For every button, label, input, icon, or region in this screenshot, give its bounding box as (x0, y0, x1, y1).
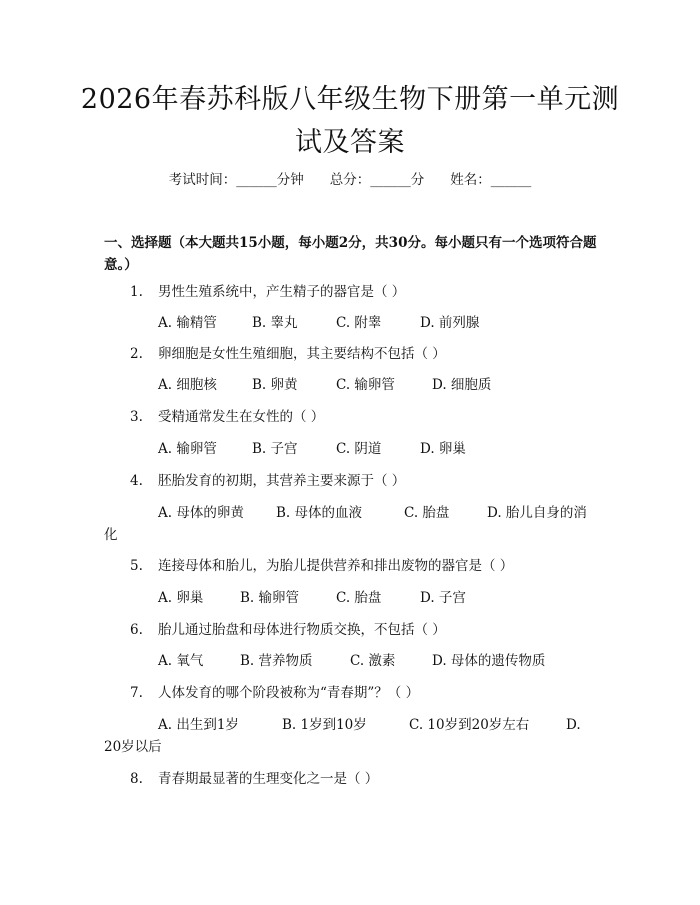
question-3 (130, 406, 324, 428)
question-number: 3. (130, 409, 143, 425)
option-c: C. 输卵管 (336, 377, 395, 393)
question-7 (130, 682, 419, 704)
question-stem: 人体发育的哪个阶段被称为“青春期”？（ ） (158, 685, 420, 701)
question-stem: 受精通常发生在女性的（ ） (158, 409, 325, 425)
question-4 (130, 470, 405, 492)
question-8 (130, 768, 378, 790)
option-c: C. 胎盘 (336, 590, 382, 606)
question-number: 1. (130, 284, 143, 300)
option-d: D. (566, 717, 581, 733)
question-stem: 胚胎发育的初期，其营养主要来源于（ ） (158, 473, 406, 489)
option-b: B. 睾丸 (252, 315, 298, 331)
question-2 (130, 343, 446, 365)
question-1 (130, 281, 405, 303)
option-a: A. 出生到1岁 (158, 717, 239, 733)
question-number: 4. (130, 473, 143, 489)
option-a: A. 母体的卵黄 (158, 505, 244, 521)
option-b: B. 输卵管 (240, 590, 300, 606)
option-a: A. 输精管 (158, 315, 217, 331)
title-line-2: 试及答案 (295, 127, 405, 158)
question-stem: 胎儿通过胎盘和母体进行物质交换，不包括（ ） (158, 622, 446, 638)
option-c: C. 10岁到20岁左右 (409, 717, 530, 733)
question-6 (130, 619, 446, 641)
question-5 (130, 555, 513, 577)
option-b: B. 母体的血液 (276, 505, 363, 521)
page-title (70, 78, 630, 164)
question-number: 6. (130, 622, 143, 638)
option-d: D. 子宫 (420, 590, 466, 606)
option-d: D. 细胞质 (432, 377, 492, 393)
option-a: A. 输卵管 (158, 441, 217, 457)
option-b: B. 子宫 (252, 441, 298, 457)
option-d: D. 胎儿自身的消 (487, 505, 587, 521)
option-d: D. 前列腺 (420, 315, 480, 331)
option-b: B. 营养物质 (240, 653, 313, 669)
question-number: 7. (130, 685, 143, 701)
question-4-option-wrap: 化 (104, 527, 118, 543)
exam-score: 总分：______分 (329, 172, 425, 188)
exam-info (0, 168, 700, 188)
question-stem: 男性生殖系统中，产生精子的器官是（ ） (158, 284, 406, 300)
option-c: C. 阴道 (336, 441, 382, 457)
student-name: 姓名：______ (450, 172, 532, 188)
question-stem: 卵细胞是女性生殖细胞，其主要结构不包括（ ） (158, 346, 446, 362)
option-c: C. 附睾 (336, 315, 382, 331)
option-d: D. 母体的遗传物质 (432, 653, 546, 669)
question-number: 2. (130, 346, 143, 362)
option-b: B. 1岁到10岁 (282, 717, 367, 733)
question-7-option-wrap: 20岁以后 (104, 739, 162, 755)
option-c: C. 激素 (350, 653, 396, 669)
option-a: A. 氧气 (158, 653, 204, 669)
section-heading: 一、选择题（本大题共15小题，每小题2分，共30分。每小题只有一个选项符合题意。） (104, 235, 597, 273)
option-b: B. 卵黄 (252, 377, 298, 393)
title-line-1: 2026年春苏科版八年级生物下册第一单元测 (80, 84, 620, 115)
option-a: A. 细胞核 (158, 377, 217, 393)
option-a: A. 卵巢 (158, 590, 204, 606)
question-stem: 青春期最显著的生理变化之一是（ ） (158, 771, 379, 787)
question-number: 5. (130, 558, 143, 574)
option-c: C. 胎盘 (404, 505, 450, 521)
question-number: 8. (130, 771, 143, 787)
question-stem: 连接母体和胎儿，为胎儿提供营养和排出废物的器官是（ ） (158, 558, 514, 574)
option-d: D. 卵巢 (420, 441, 466, 457)
exam-time: 考试时间：______分钟 (168, 172, 304, 188)
